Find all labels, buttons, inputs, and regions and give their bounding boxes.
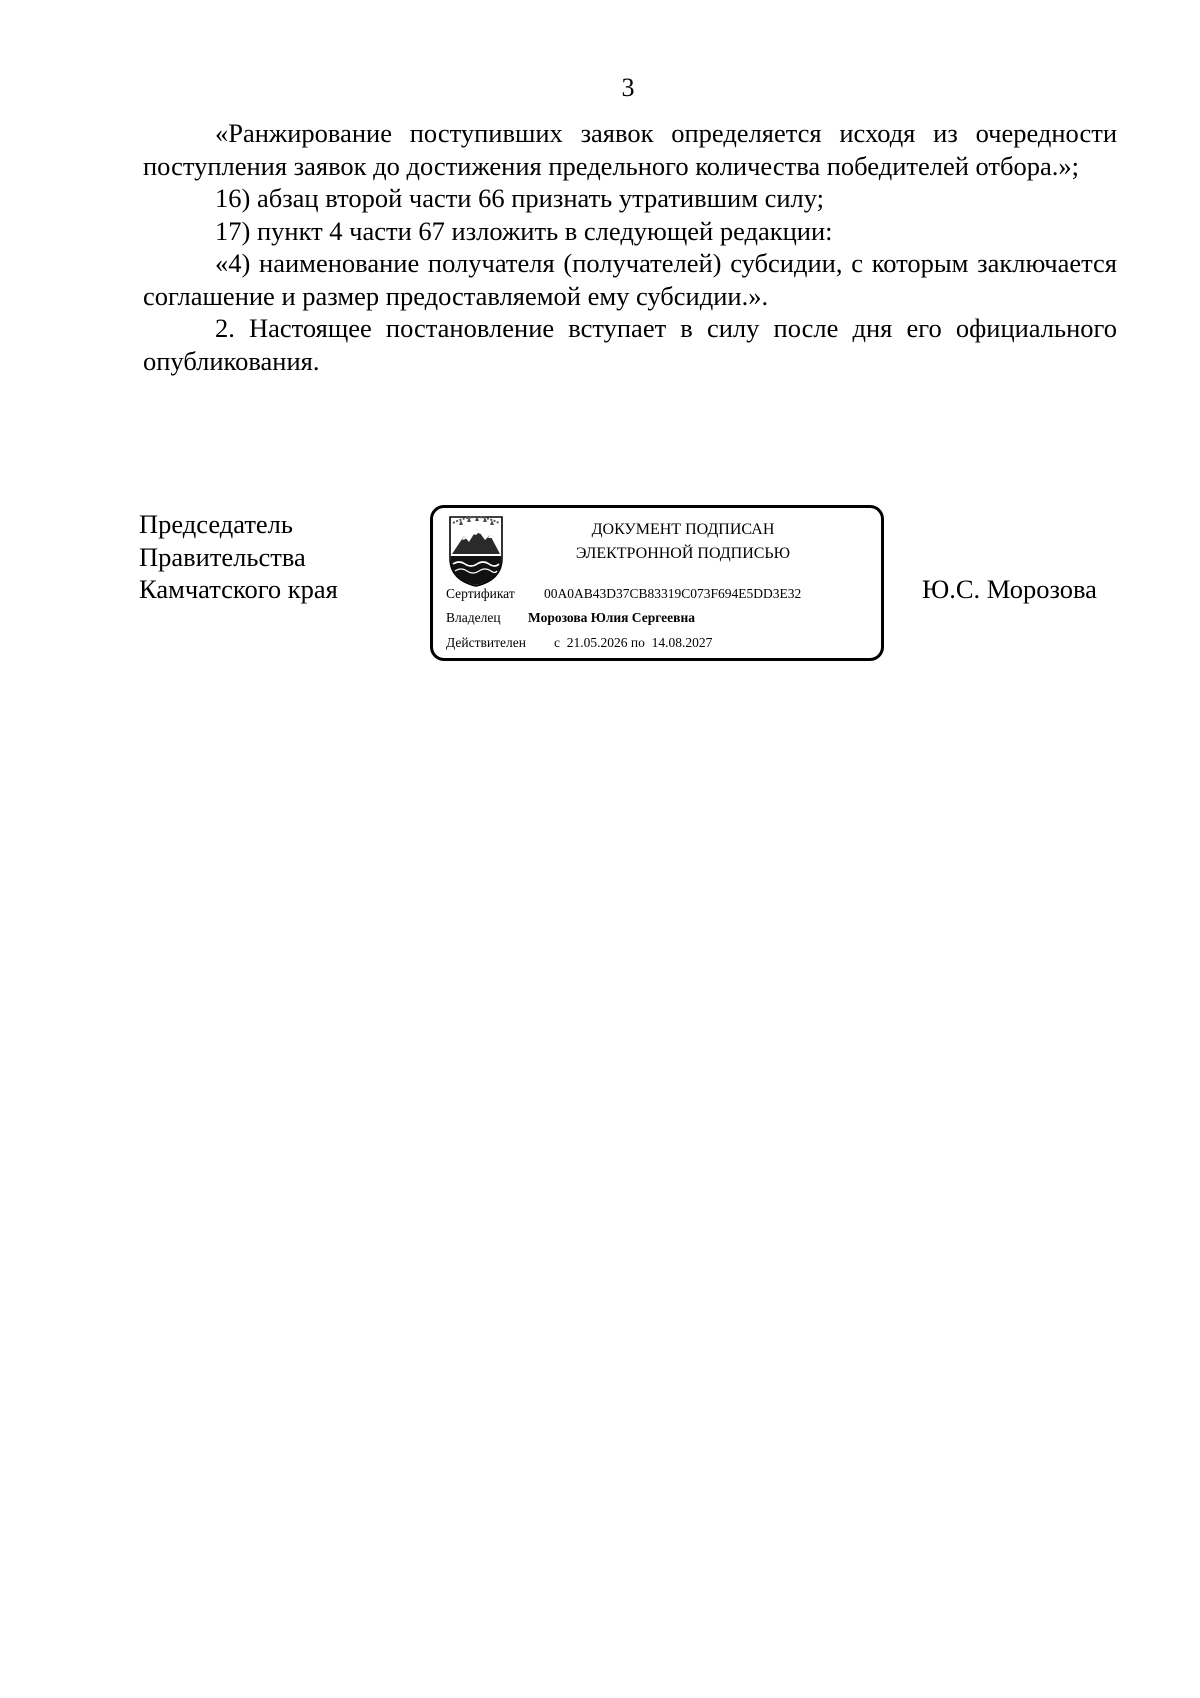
- signatory-name: Ю.С. Морозова: [922, 574, 1097, 604]
- paragraph-item-4-text: «4) наименование получателя (получателей) субсидии, с которым заключается соглашение и размер предоставляемой ему субсидии.».: [143, 248, 1117, 311]
- stamp-heading-line: ДОКУМЕНТ ПОДПИСАН: [591, 521, 775, 538]
- validity-label: Действителен: [446, 635, 526, 650]
- paragraph-ranking-rule: «Ранжирование поступивших заявок определяется исходя из очередности поступления заявок до достижения предельного количества победителей отбора.»;: [143, 118, 1117, 181]
- owner-value: Морозова Юлия Сергеевна: [528, 610, 695, 625]
- stamp-heading-line: ЭЛЕКТРОННОЙ ПОДПИСЬЮ: [575, 545, 791, 562]
- validity-value: с 21.05.2026 по 14.08.2027: [554, 635, 713, 650]
- certificate-value: 00A0AB43D37CB83319C073F694E5DD3E32: [544, 586, 802, 601]
- signatory-position: [139, 508, 338, 606]
- signatory-position-line: Камчатского края: [139, 574, 338, 604]
- paragraph-effective-date: 2. Настоящее постановление вступает в силу после дня его официального опубликования.: [143, 313, 1117, 376]
- kamchatka-coat-of-arms-icon: [447, 514, 505, 588]
- validity-row: [446, 634, 712, 652]
- owner-row: [446, 609, 695, 627]
- signatory-position-line: Правительства: [139, 541, 306, 572]
- certificate-row: [446, 585, 801, 603]
- document-body: [143, 117, 1117, 377]
- paragraph-item-16: 16) абзац второй части 66 признать утратившим силу;: [215, 183, 825, 213]
- paragraph-item-17: 17) пункт 4 части 67 изложить в следующей редакции:: [215, 215, 833, 246]
- page-number: 3: [621, 73, 635, 102]
- certificate-label: Сертификат: [446, 586, 515, 601]
- owner-label: Владелец: [446, 610, 501, 625]
- electronic-signature-stamp: [430, 505, 884, 661]
- signatory-position-line: Председатель: [139, 509, 293, 539]
- stamp-heading: [523, 518, 843, 566]
